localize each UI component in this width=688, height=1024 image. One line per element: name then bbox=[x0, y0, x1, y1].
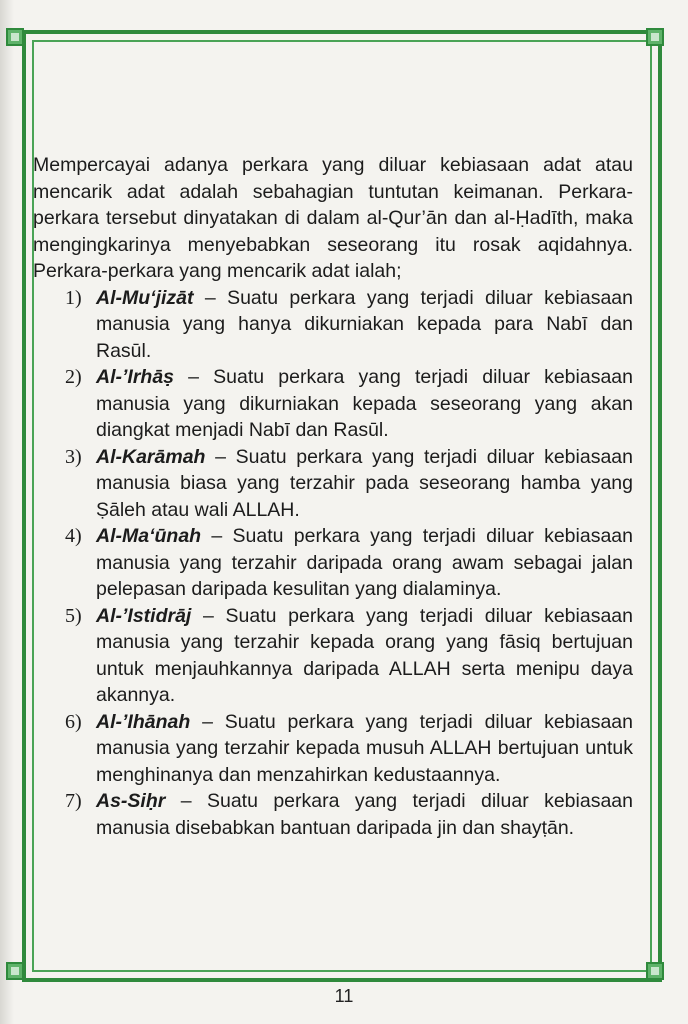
item-number: 6) bbox=[65, 710, 82, 733]
item-description: – Suatu perkara yang terjadi diluar kebiasaan manusia yang terzahir daripada orang awam sebagai jalan pelepasan daripada kesulitan yang dialaminya. bbox=[96, 525, 633, 600]
list-item bbox=[33, 788, 633, 841]
item-description: – Suatu perkara yang terjadi diluar kebiasaan manusia yang terzahir kepada musuh ALLAH bertujuan untuk menghinanya dan menzahirkan kedustaannya. bbox=[96, 710, 633, 786]
corner-ornament-top-left bbox=[6, 28, 24, 46]
item-number: 4) bbox=[65, 525, 82, 547]
page-number: 11 bbox=[334, 986, 354, 1006]
list-item bbox=[33, 285, 633, 365]
page-body bbox=[33, 152, 633, 841]
item-term: Al-Ma‘ūnah bbox=[96, 525, 202, 547]
item-description: – Suatu perkara yang terjadi diluar kebiasaan manusia biasa yang terzahir pada seseorang hamba yang Ṣāleh atau wali ALLAH. bbox=[96, 445, 633, 521]
corner-ornament-bottom-left bbox=[6, 962, 24, 980]
item-term: Al-Mu‘jizāt bbox=[96, 286, 194, 309]
item-number: 5) bbox=[65, 604, 82, 627]
corner-ornament-bottom-right bbox=[646, 962, 664, 980]
item-number: 2) bbox=[65, 366, 82, 388]
item-description: – Suatu perkara yang terjadi diluar kebiasaan manusia yang hanya dikurniakan kepada para Nabī dan Rasūl. bbox=[96, 286, 633, 362]
list-item bbox=[33, 444, 633, 524]
miracle-types-list bbox=[33, 285, 633, 842]
item-number: 7) bbox=[65, 790, 82, 812]
intro-paragraph: Mempercayai adanya perkara yang diluar kebiasaan adat atau mencarik adat adalah sebahagian tuntutan keimanan. Perkara-perkara tersebut dinyatakan di dalam al-Qur’ān dan al-Ḥadīth, maka mengingkarinya menyebabkan seseorang itu rosak aqidahnya. Perkara-perkara yang mencarik adat ialah; bbox=[33, 154, 633, 282]
item-number: 3) bbox=[65, 445, 82, 468]
page-gutter-shadow bbox=[0, 0, 14, 1024]
item-description: – Suatu perkara yang terjadi diluar kebiasaan manusia yang dikurniakan kepada seseorang yang akan diangkat menjadi Nabī dan Rasūl. bbox=[96, 366, 633, 441]
item-term: Al-Karāmah bbox=[96, 445, 206, 468]
item-description: – Suatu perkara yang terjadi diluar kebiasaan manusia disebabkan bantuan daripada jin dan shayṭān. bbox=[96, 790, 633, 839]
item-term: Al-’Ihānah bbox=[96, 710, 191, 733]
item-term: Al-’Istidrāj bbox=[96, 604, 192, 627]
item-number: 1) bbox=[65, 286, 82, 309]
list-item bbox=[33, 709, 633, 789]
list-item bbox=[33, 523, 633, 603]
item-description: – Suatu perkara yang terjadi diluar kebiasaan manusia yang terzahir kepada orang yang fāsiq bertujuan untuk menjauhkannya daripada ALLAH serta menipu daya akannya. bbox=[96, 604, 633, 706]
corner-ornament-top-right bbox=[646, 28, 664, 46]
item-term: As-Siḥr bbox=[96, 790, 166, 812]
item-term: Al-’Irhāṣ bbox=[96, 366, 175, 388]
list-item bbox=[33, 603, 633, 709]
list-item bbox=[33, 364, 633, 444]
